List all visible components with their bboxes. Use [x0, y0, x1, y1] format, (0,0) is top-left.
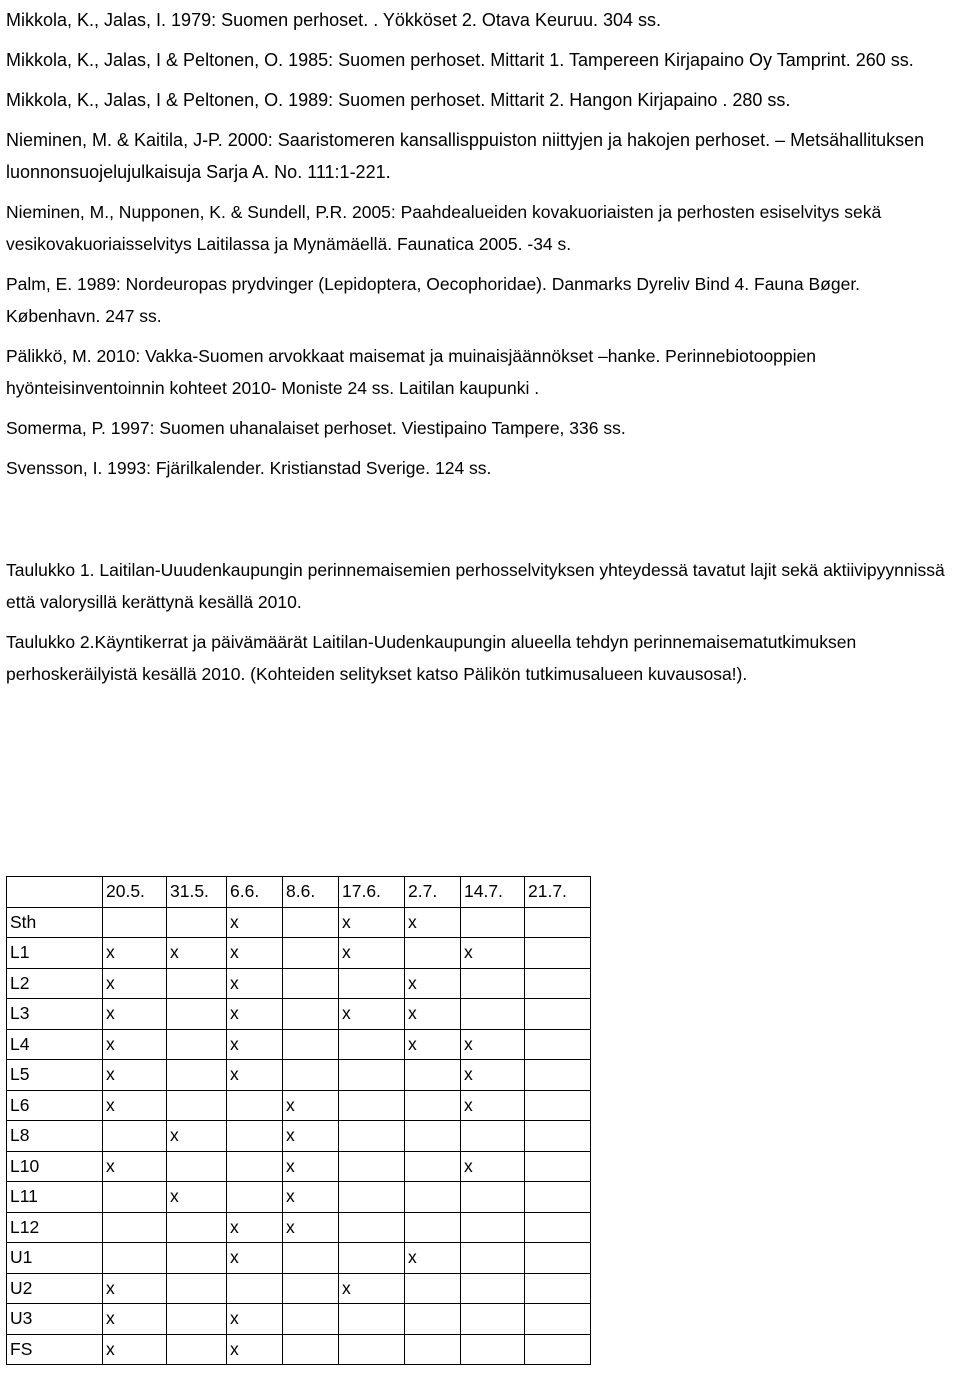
visit-mark-cell	[167, 1243, 227, 1274]
table-body	[7, 907, 591, 1365]
visit-mark-cell: x	[227, 1212, 283, 1243]
visit-mark-cell	[103, 1243, 167, 1274]
visit-mark-cell	[405, 1151, 461, 1182]
visit-mark-cell	[405, 1304, 461, 1335]
site-code-cell: L6	[7, 1090, 103, 1121]
site-code-cell: L1	[7, 938, 103, 969]
visit-mark-cell: x	[227, 1334, 283, 1365]
visit-mark-cell	[525, 1304, 591, 1335]
visit-mark-cell: x	[461, 1090, 525, 1121]
visit-mark-cell: x	[405, 968, 461, 999]
table-header-cell: 31.5.	[167, 877, 227, 908]
visit-mark-cell: x	[227, 968, 283, 999]
visit-mark-cell	[283, 1060, 339, 1091]
visit-mark-cell	[339, 1121, 405, 1152]
visit-mark-cell: x	[227, 1060, 283, 1091]
visit-mark-cell	[461, 968, 525, 999]
visit-mark-cell	[283, 1029, 339, 1060]
table-header-cell: 6.6.	[227, 877, 283, 908]
visit-mark-cell	[525, 938, 591, 969]
visit-mark-cell	[167, 907, 227, 938]
site-code-cell: L2	[7, 968, 103, 999]
visit-mark-cell	[227, 1151, 283, 1182]
visit-mark-cell	[227, 1273, 283, 1304]
visit-mark-cell	[525, 1029, 591, 1060]
visit-mark-cell	[525, 1182, 591, 1213]
site-code-cell: U3	[7, 1304, 103, 1335]
visit-mark-cell	[339, 1029, 405, 1060]
visit-mark-cell	[167, 1273, 227, 1304]
visit-mark-cell: x	[339, 999, 405, 1030]
visit-mark-cell	[283, 1243, 339, 1274]
visit-mark-cell	[525, 968, 591, 999]
visit-mark-cell: x	[461, 1151, 525, 1182]
visit-mark-cell	[283, 1334, 339, 1365]
visit-mark-cell	[167, 1090, 227, 1121]
visit-mark-cell	[461, 1273, 525, 1304]
visit-mark-cell	[525, 1090, 591, 1121]
visit-dates-table	[6, 876, 591, 1365]
site-code-cell: L3	[7, 999, 103, 1030]
visit-mark-cell: x	[227, 938, 283, 969]
visit-mark-cell	[339, 1060, 405, 1091]
visit-mark-cell	[405, 1121, 461, 1152]
visit-mark-cell: x	[103, 968, 167, 999]
visit-mark-cell: x	[461, 1029, 525, 1060]
reference-entry: Svensson, I. 1993: Fjärilkalender. Kristianstad Sverige. 124 ss.	[6, 458, 492, 478]
table-row	[7, 1029, 591, 1060]
table-row	[7, 1121, 591, 1152]
visit-mark-cell	[227, 1090, 283, 1121]
visit-mark-cell	[339, 1212, 405, 1243]
visit-mark-cell	[461, 1121, 525, 1152]
table-header-cell: 21.7.	[525, 877, 591, 908]
reference-entry: Mikkola, K., Jalas, I. 1979: Suomen perhoset. . Yökköset 2. Otava Keuruu. 304 ss.	[6, 10, 662, 30]
visit-mark-cell: x	[103, 1029, 167, 1060]
table-header-cell: 14.7.	[461, 877, 525, 908]
visit-mark-cell	[167, 1151, 227, 1182]
visit-mark-cell	[461, 1334, 525, 1365]
visit-mark-cell: x	[283, 1212, 339, 1243]
visit-mark-cell	[103, 1182, 167, 1213]
visit-mark-cell: x	[103, 1090, 167, 1121]
site-code-cell: L5	[7, 1060, 103, 1091]
visit-mark-cell: x	[227, 1243, 283, 1274]
visit-mark-cell: x	[405, 1029, 461, 1060]
visit-mark-cell	[405, 1090, 461, 1121]
visit-mark-cell: x	[227, 907, 283, 938]
visit-mark-cell	[167, 999, 227, 1030]
visit-mark-cell	[525, 1151, 591, 1182]
visit-mark-cell: x	[227, 999, 283, 1030]
visit-mark-cell	[339, 1243, 405, 1274]
site-code-cell: FS	[7, 1334, 103, 1365]
visit-mark-cell	[167, 1029, 227, 1060]
visit-mark-cell	[339, 1334, 405, 1365]
visit-mark-cell: x	[461, 1060, 525, 1091]
visit-mark-cell	[227, 1182, 283, 1213]
visit-mark-cell: x	[103, 1304, 167, 1335]
table-header-row	[7, 877, 591, 908]
table-header-cell: 20.5.	[103, 877, 167, 908]
visit-mark-cell	[461, 1304, 525, 1335]
table-row	[7, 1334, 591, 1365]
reference-entry: Pälikkö, M. 2010: Vakka-Suomen arvokkaat maisemat ja muinaisjäännökset –hanke. Perinnebiotooppien hyönteisinventoinnin kohteet 2010- Moniste 24 ss. Laitilan kaupunki .	[6, 346, 816, 398]
visit-mark-cell	[525, 999, 591, 1030]
table-header-cell: 17.6.	[339, 877, 405, 908]
table-row	[7, 1151, 591, 1182]
visit-mark-cell	[405, 1273, 461, 1304]
reference-entry: Mikkola, K., Jalas, I & Peltonen, O. 1989: Suomen perhoset. Mittarit 2. Hangon Kirjapaino . 280 ss.	[6, 90, 791, 110]
visit-mark-cell: x	[283, 1151, 339, 1182]
table2-caption: Taulukko 2.Käyntikerrat ja päivämäärät Laitilan-Uudenkaupungin alueella tehdyn perinnemaisematutkimuksen perhoskeräilyistä kesällä 2010. (Kohteiden selitykset katso Pälikön tutkimusalueen kuvausosa!).	[6, 632, 857, 684]
site-code-cell: Sth	[7, 907, 103, 938]
visit-mark-cell	[283, 999, 339, 1030]
visit-mark-cell: x	[339, 907, 405, 938]
visit-mark-cell	[103, 1212, 167, 1243]
table-header-cell: 2.7.	[405, 877, 461, 908]
site-code-cell: L12	[7, 1212, 103, 1243]
visit-mark-cell	[167, 1060, 227, 1091]
visit-mark-cell	[167, 1212, 227, 1243]
table-header-cell: 8.6.	[283, 877, 339, 908]
table-row	[7, 1182, 591, 1213]
visit-mark-cell	[167, 968, 227, 999]
visit-mark-cell: x	[103, 1060, 167, 1091]
visit-mark-cell	[461, 1243, 525, 1274]
visit-mark-cell: x	[405, 907, 461, 938]
reference-entry: Nieminen, M., Nupponen, K. & Sundell, P.R. 2005: Paahdealueiden kovakuoriaisten ja perhosten esiselvitys sekä vesikovakuoriaisselvitys Laitilassa ja Mynämäellä. Faunatica 2005. -34 s.	[6, 202, 882, 254]
visit-mark-cell	[405, 1182, 461, 1213]
visit-mark-cell: x	[103, 938, 167, 969]
visit-mark-cell	[167, 1304, 227, 1335]
visit-mark-cell	[339, 1182, 405, 1213]
visit-mark-cell	[227, 1121, 283, 1152]
visit-mark-cell	[525, 1121, 591, 1152]
visit-mark-cell	[283, 938, 339, 969]
visit-mark-cell	[461, 999, 525, 1030]
site-code-cell: U2	[7, 1273, 103, 1304]
table-header-cell	[7, 877, 103, 908]
visit-mark-cell	[461, 1182, 525, 1213]
reference-entry: Palm, E. 1989: Nordeuropas prydvinger (Lepidoptera, Oecophoridae). Danmarks Dyreliv Bind 4. Fauna Bøger. København. 247 ss.	[6, 274, 861, 326]
visit-mark-cell	[283, 968, 339, 999]
reference-entry: Nieminen, M. & Kaitila, J-P. 2000: Saaristomeren kansallisppuiston niittyjen ja hakojen perhoset. – Metsähallituksen luonnonsuojelujulkaisuja Sarja A. No. 111:1-221.	[6, 130, 925, 182]
visit-mark-cell: x	[339, 1273, 405, 1304]
visit-mark-cell	[339, 1304, 405, 1335]
reference-entry: Somerma, P. 1997: Suomen uhanalaiset perhoset. Viestipaino Tampere, 336 ss.	[6, 418, 626, 438]
visit-mark-cell	[339, 968, 405, 999]
visit-mark-cell	[405, 1334, 461, 1365]
visit-mark-cell	[167, 1334, 227, 1365]
visit-mark-cell: x	[283, 1090, 339, 1121]
visit-mark-cell: x	[405, 1243, 461, 1274]
visit-mark-cell	[339, 1151, 405, 1182]
visit-mark-cell	[525, 1273, 591, 1304]
visit-mark-cell	[525, 1334, 591, 1365]
site-code-cell: U1	[7, 1243, 103, 1274]
visit-mark-cell: x	[227, 1029, 283, 1060]
visit-mark-cell: x	[167, 938, 227, 969]
visit-mark-cell: x	[405, 999, 461, 1030]
visit-mark-cell: x	[227, 1304, 283, 1335]
visit-mark-cell	[103, 907, 167, 938]
visit-mark-cell	[405, 938, 461, 969]
visit-mark-cell	[405, 1060, 461, 1091]
visit-mark-cell: x	[103, 1151, 167, 1182]
table-row	[7, 1090, 591, 1121]
visit-mark-cell	[525, 1243, 591, 1274]
visit-mark-cell	[461, 907, 525, 938]
visit-mark-cell	[283, 907, 339, 938]
visit-mark-cell	[339, 1090, 405, 1121]
table1-caption: Taulukko 1. Laitilan-Uuudenkaupungin perinnemaisemien perhosselvityksen yhteydessä tavatut lajit sekä aktiivipyynnissä että valorysillä kerättynä kesällä 2010.	[6, 560, 945, 612]
table-row	[7, 1273, 591, 1304]
table-row	[7, 907, 591, 938]
visit-mark-cell	[525, 907, 591, 938]
visit-mark-cell: x	[103, 1273, 167, 1304]
visit-mark-cell	[525, 1060, 591, 1091]
visit-mark-cell: x	[339, 938, 405, 969]
site-code-cell: L4	[7, 1029, 103, 1060]
visit-mark-cell	[283, 1273, 339, 1304]
visit-mark-cell: x	[167, 1182, 227, 1213]
table-row	[7, 1212, 591, 1243]
table-row	[7, 938, 591, 969]
table-row	[7, 1243, 591, 1274]
visit-mark-cell	[525, 1212, 591, 1243]
visit-mark-cell	[103, 1121, 167, 1152]
visit-mark-cell	[461, 1212, 525, 1243]
visit-mark-cell: x	[103, 1334, 167, 1365]
visit-mark-cell	[283, 1304, 339, 1335]
table-row	[7, 1304, 591, 1335]
site-code-cell: L10	[7, 1151, 103, 1182]
site-code-cell: L8	[7, 1121, 103, 1152]
visit-mark-cell: x	[283, 1121, 339, 1152]
table-row	[7, 999, 591, 1030]
table-row	[7, 1060, 591, 1091]
site-code-cell: L11	[7, 1182, 103, 1213]
reference-entry: Mikkola, K., Jalas, I & Peltonen, O. 1985: Suomen perhoset. Mittarit 1. Tampereen Kirjapaino Oy Tamprint. 260 ss.	[6, 50, 914, 70]
document-page	[6, 0, 956, 1359]
visit-mark-cell	[405, 1212, 461, 1243]
visit-mark-cell: x	[103, 999, 167, 1030]
visit-mark-cell: x	[283, 1182, 339, 1213]
table-row	[7, 968, 591, 999]
visit-mark-cell: x	[461, 938, 525, 969]
visit-mark-cell: x	[167, 1121, 227, 1152]
